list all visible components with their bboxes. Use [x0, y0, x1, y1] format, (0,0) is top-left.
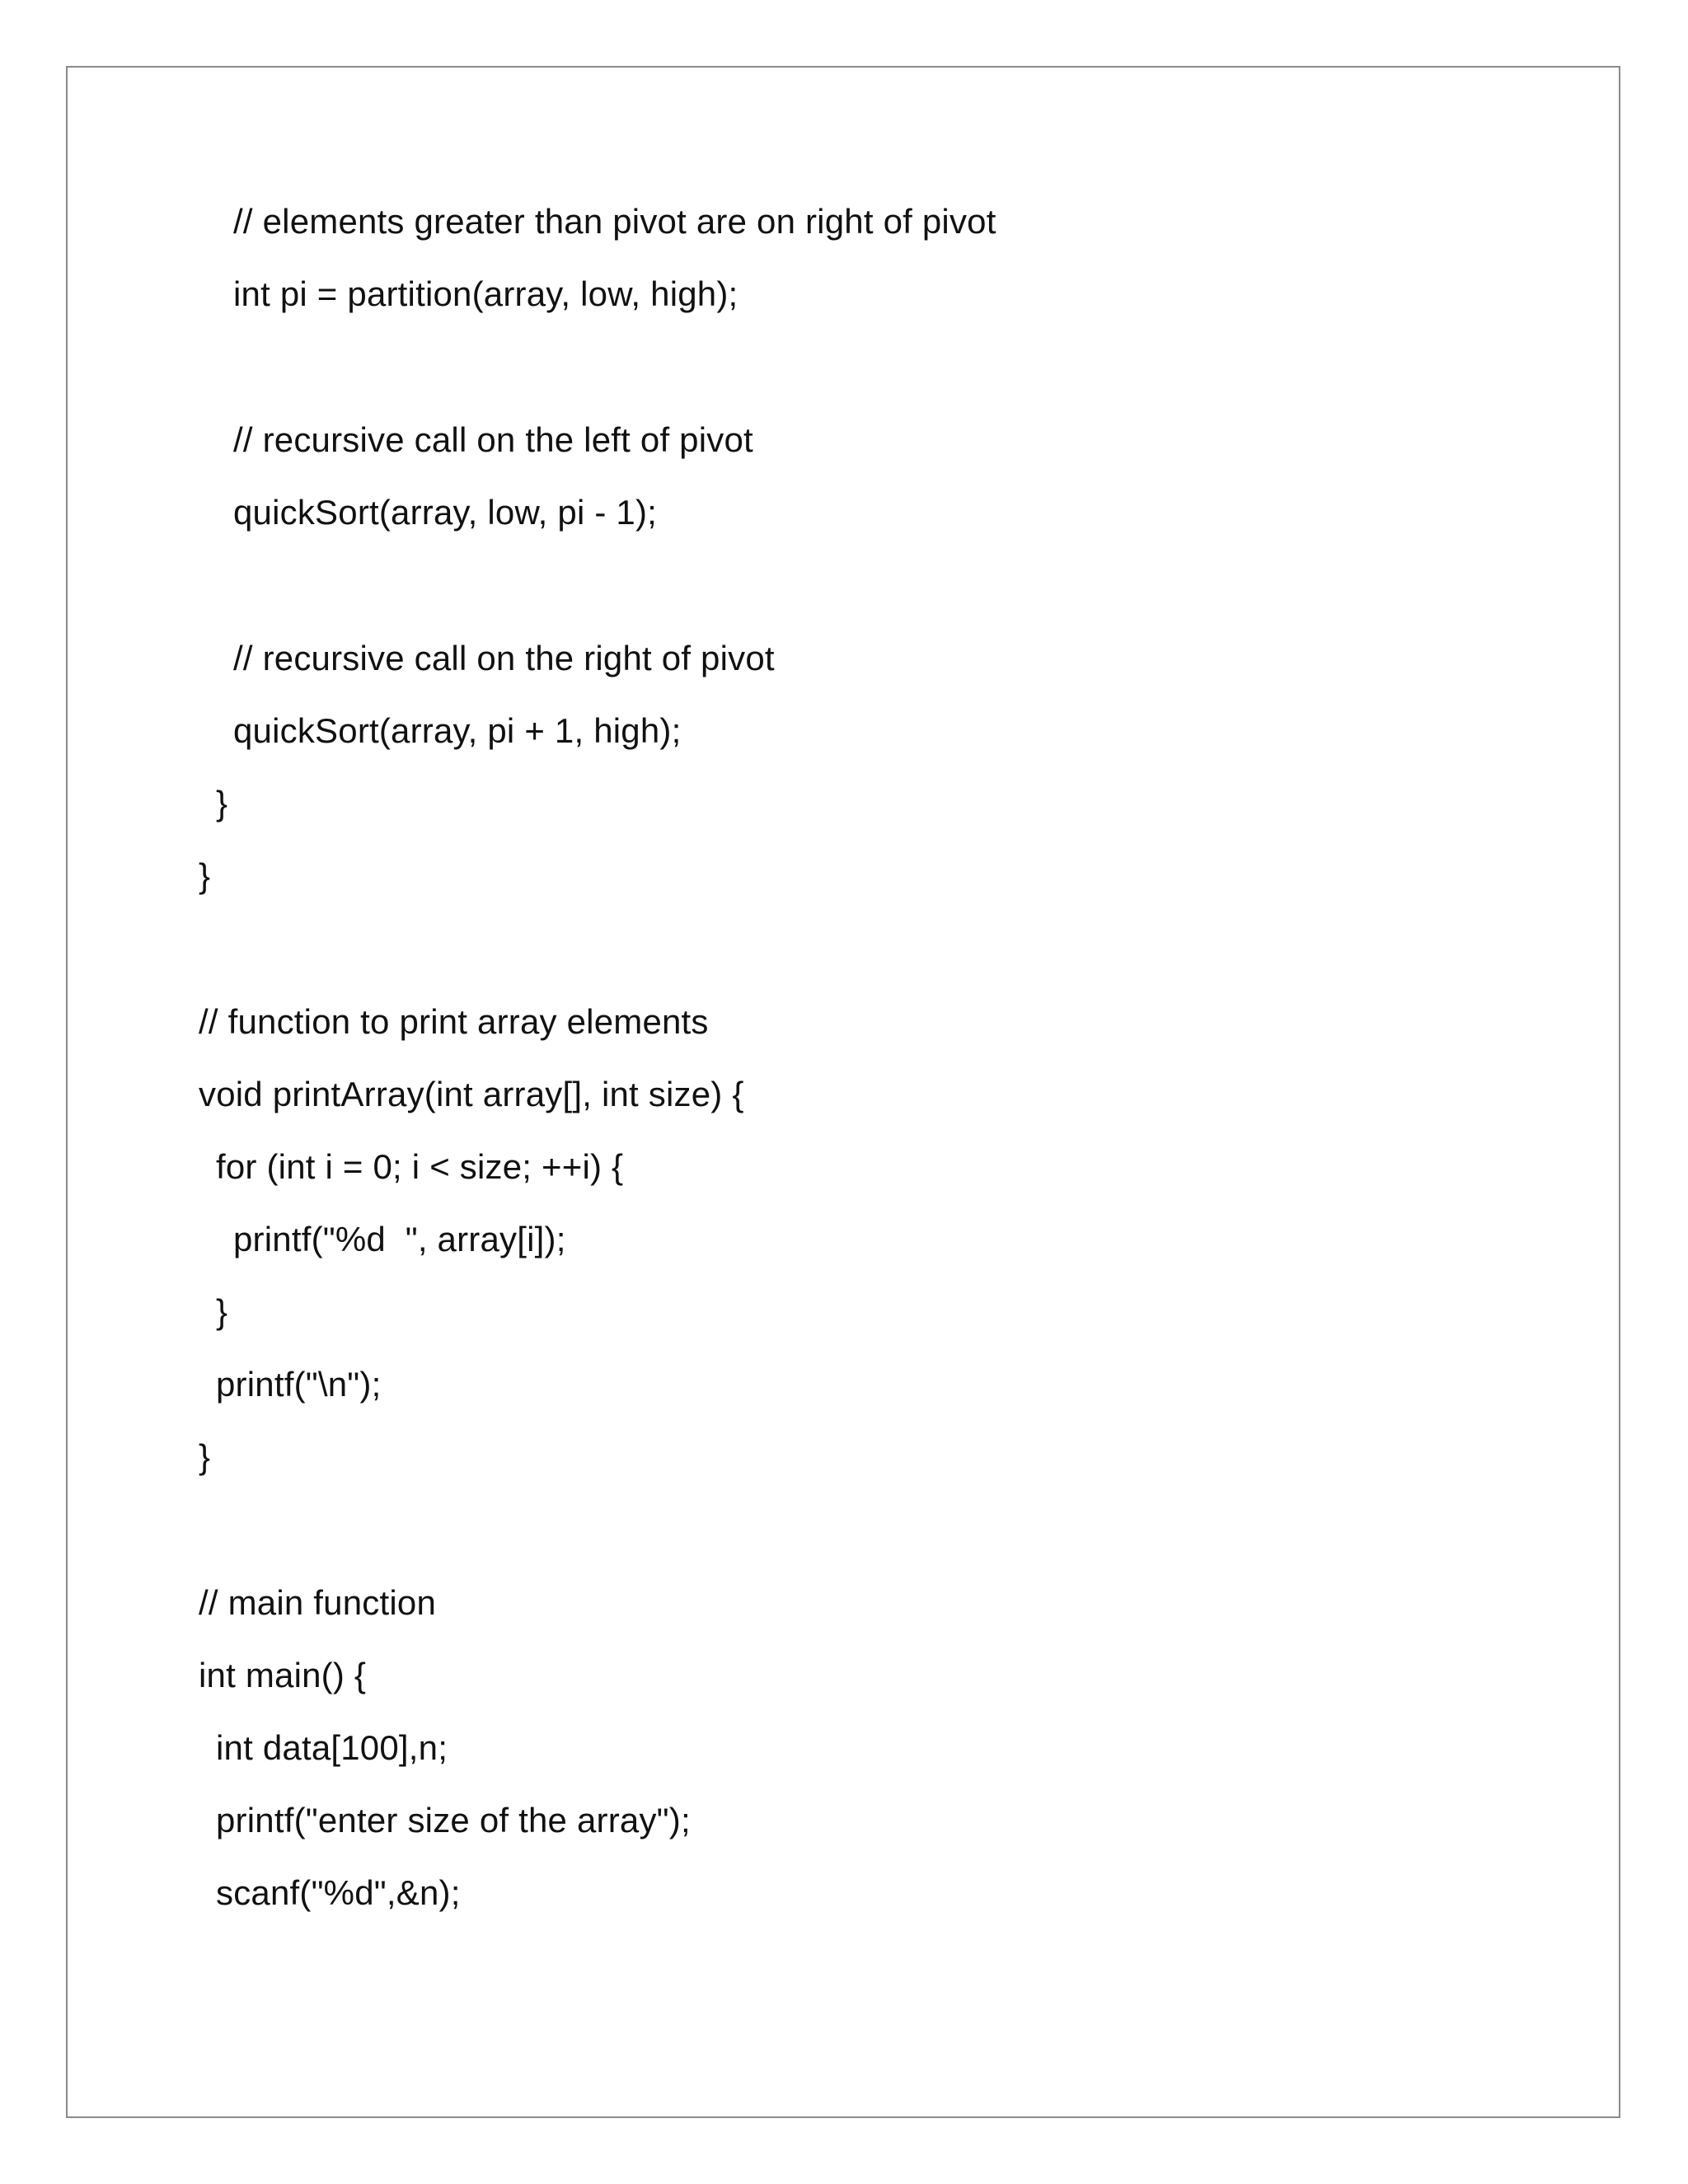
- code-line: void printArray(int array[], int size) {: [199, 1075, 744, 1113]
- code-line: for (int i = 0; i < size; ++i) {: [216, 1147, 624, 1186]
- code-line: // main function: [199, 1583, 437, 1622]
- code-line: // elements greater than pivot are on right of pivot: [233, 202, 996, 241]
- code-line: // function to print array elements: [199, 1002, 709, 1041]
- code-line: int main() {: [199, 1656, 367, 1694]
- code-line: }: [216, 1292, 228, 1331]
- code-line: printf("\n");: [216, 1365, 382, 1404]
- code-line: printf("enter size of the array");: [216, 1801, 691, 1840]
- code-line: quickSort(array, low, pi - 1);: [233, 493, 658, 532]
- code-line: int data[100],n;: [216, 1728, 448, 1767]
- code-line: // recursive call on the left of pivot: [233, 420, 753, 459]
- code-line: quickSort(array, pi + 1, high);: [233, 711, 682, 750]
- code-line: printf("%d ", array[i]);: [233, 1220, 566, 1258]
- code-line: // recursive call on the right of pivot: [233, 639, 775, 677]
- code-line: scanf("%d",&n);: [216, 1873, 461, 1912]
- code-line: }: [216, 784, 228, 823]
- code-line: }: [199, 1437, 211, 1476]
- code-line: int pi = partition(array, low, high);: [233, 274, 738, 313]
- code-line: }: [199, 856, 211, 895]
